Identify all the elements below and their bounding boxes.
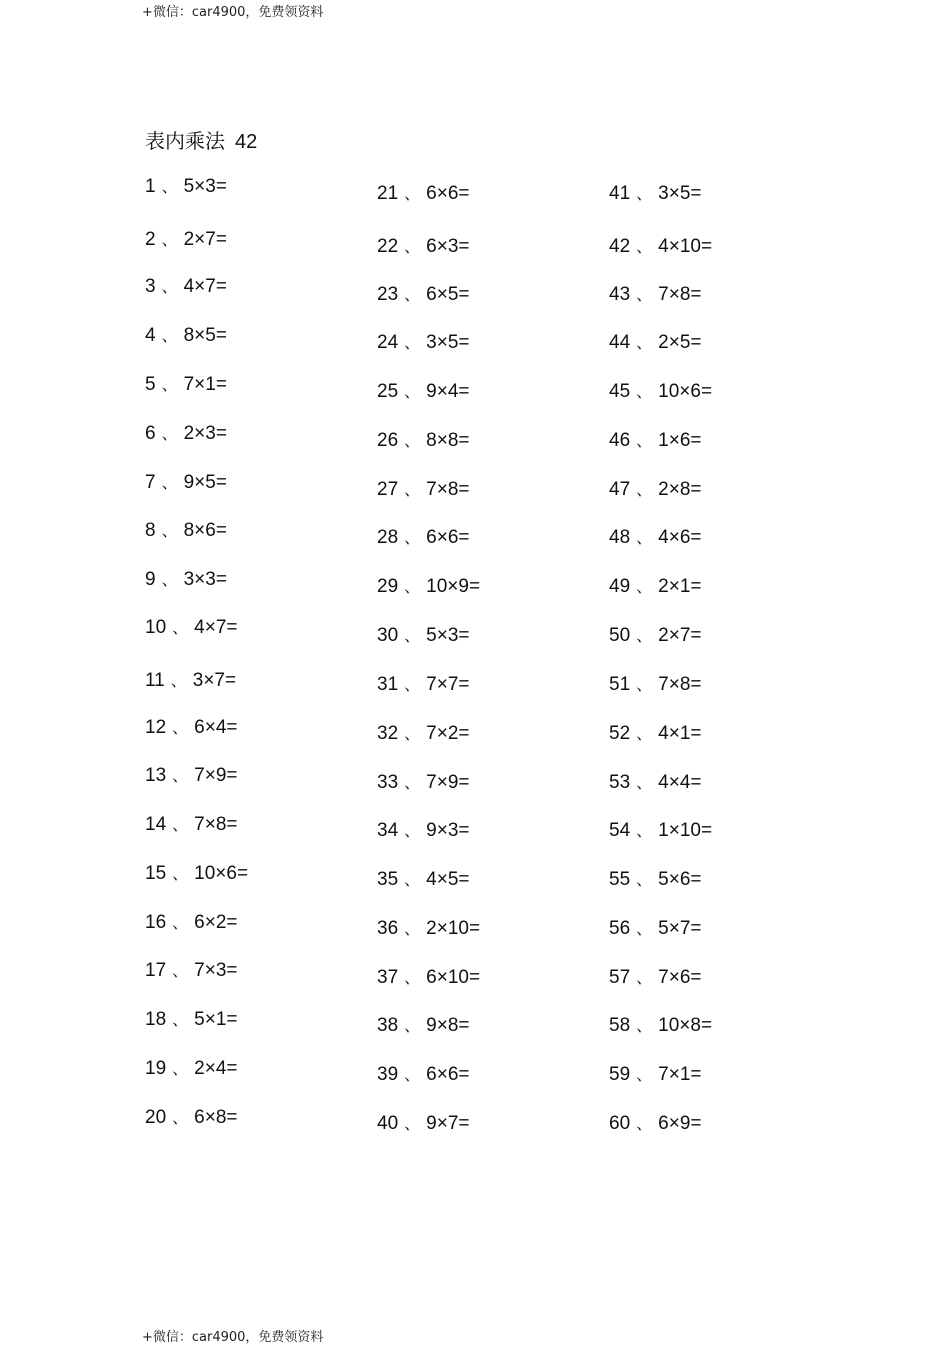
problem-expression: 2×10= — [426, 918, 481, 939]
problem-item — [377, 525, 469, 549]
problem-number: 46 — [609, 430, 631, 451]
problem-separator: 、 — [404, 237, 421, 256]
problem-item — [145, 615, 237, 639]
problem-number: 35 — [377, 869, 399, 890]
problem-expression: 9×8= — [426, 1015, 470, 1036]
problem-separator: 、 — [404, 675, 421, 694]
problem-separator: 、 — [404, 480, 421, 499]
problem-expression: 3×3= — [183, 569, 227, 590]
problem-item — [377, 379, 469, 403]
problem-expression: 5×7= — [658, 918, 702, 939]
problem-separator: 、 — [161, 570, 178, 589]
problem-number: 58 — [609, 1015, 631, 1036]
problem-number: 57 — [609, 967, 631, 988]
problem-number: 1 — [145, 176, 156, 197]
problem-expression: 7×7= — [426, 674, 470, 695]
problem-item — [609, 1111, 701, 1135]
problem-number: 2 — [145, 229, 156, 250]
problem-number: 30 — [377, 625, 399, 646]
problem-separator: 、 — [161, 521, 178, 540]
problem-item — [145, 861, 248, 885]
problem-expression: 1×10= — [658, 820, 713, 841]
problem-item — [609, 181, 701, 205]
problem-item — [145, 174, 227, 198]
problem-item — [145, 567, 227, 591]
problem-item — [609, 965, 701, 989]
problem-item — [145, 668, 236, 692]
problem-expression: 8×5= — [183, 325, 227, 346]
problem-number: 51 — [609, 674, 631, 695]
problem-item — [145, 421, 227, 445]
problem-expression: 4×4= — [658, 772, 702, 793]
problem-separator: 、 — [172, 718, 189, 737]
problem-separator: 、 — [161, 177, 178, 196]
problem-separator: 、 — [404, 382, 421, 401]
problem-item — [145, 763, 237, 787]
problem-expression: 3×5= — [658, 183, 702, 204]
problem-separator: 、 — [172, 1059, 189, 1078]
problem-expression: 9×3= — [426, 820, 470, 841]
problem-item — [377, 867, 469, 891]
problem-separator: 、 — [636, 528, 653, 547]
problem-item — [609, 428, 701, 452]
problem-expression: 2×3= — [183, 423, 227, 444]
problem-number: 24 — [377, 332, 399, 353]
problem-separator: 、 — [161, 473, 178, 492]
problem-item — [609, 867, 701, 891]
problem-separator: 、 — [404, 333, 421, 352]
problem-item — [377, 623, 469, 647]
problem-number: 45 — [609, 381, 631, 402]
problem-expression: 9×4= — [426, 381, 470, 402]
problem-number: 37 — [377, 967, 399, 988]
problem-expression: 6×9= — [658, 1113, 702, 1134]
problem-separator: 、 — [170, 671, 187, 690]
problem-separator: 、 — [636, 285, 653, 304]
problem-number: 19 — [145, 1058, 167, 1079]
problem-expression: 9×5= — [183, 472, 227, 493]
problem-number: 60 — [609, 1113, 631, 1134]
problem-item — [145, 1105, 237, 1129]
problem-item — [145, 958, 237, 982]
problem-expression: 4×5= — [426, 869, 470, 890]
problem-number: 21 — [377, 183, 399, 204]
problem-expression: 5×3= — [183, 176, 227, 197]
problem-expression: 7×8= — [426, 479, 470, 500]
problem-separator: 、 — [636, 1065, 653, 1084]
problem-number: 13 — [145, 765, 167, 786]
problem-separator: 、 — [404, 184, 421, 203]
problem-expression: 7×1= — [658, 1064, 702, 1085]
problem-number: 38 — [377, 1015, 399, 1036]
problem-expression: 5×6= — [658, 869, 702, 890]
problem-item — [377, 818, 469, 842]
problem-expression: 2×1= — [658, 576, 702, 597]
problem-expression: 2×8= — [658, 479, 702, 500]
problem-number: 9 — [145, 569, 156, 590]
problem-expression: 6×2= — [194, 912, 238, 933]
problem-separator: 、 — [404, 1114, 421, 1133]
problem-expression: 6×10= — [426, 967, 481, 988]
problem-number: 6 — [145, 423, 156, 444]
problem-separator: 、 — [172, 766, 189, 785]
problem-expression: 7×1= — [183, 374, 227, 395]
problem-separator: 、 — [636, 821, 653, 840]
problem-item — [377, 330, 469, 354]
problem-number: 43 — [609, 284, 631, 305]
problem-separator: 、 — [636, 431, 653, 450]
problem-separator: 、 — [636, 333, 653, 352]
problem-expression: 4×7= — [194, 617, 238, 638]
problem-separator: 、 — [404, 919, 421, 938]
problem-number: 11 — [145, 670, 165, 691]
problem-expression: 6×4= — [194, 717, 238, 738]
problem-separator: 、 — [172, 864, 189, 883]
problem-number: 12 — [145, 717, 167, 738]
problem-expression: 2×7= — [183, 229, 227, 250]
problem-separator: 、 — [404, 968, 421, 987]
problem-separator: 、 — [636, 1016, 653, 1035]
problem-number: 55 — [609, 869, 631, 890]
problem-separator: 、 — [172, 1108, 189, 1127]
problem-expression: 8×8= — [426, 430, 470, 451]
problem-separator: 、 — [172, 1010, 189, 1029]
problem-expression: 3×7= — [192, 670, 237, 691]
problem-expression: 7×9= — [426, 772, 470, 793]
watermark-bottom: +微信：car4900，免费领资料 — [142, 1330, 324, 1345]
problem-item — [145, 1056, 237, 1080]
problem-item — [377, 477, 469, 501]
problem-item — [145, 910, 237, 934]
problem-separator: 、 — [404, 577, 421, 596]
problem-item — [145, 227, 227, 251]
problem-item — [145, 274, 227, 298]
problem-item — [145, 715, 237, 739]
problem-expression: 5×3= — [426, 625, 470, 646]
problem-item — [145, 372, 227, 396]
title-text: 表内乘法 — [145, 129, 225, 153]
problem-separator: 、 — [172, 815, 189, 834]
problem-expression: 4×7= — [183, 276, 227, 297]
problem-number: 16 — [145, 912, 167, 933]
problem-separator: 、 — [404, 1065, 421, 1084]
problem-number: 50 — [609, 625, 631, 646]
problem-separator: 、 — [404, 773, 421, 792]
problem-separator: 、 — [172, 913, 189, 932]
problem-number: 27 — [377, 479, 399, 500]
problem-item — [609, 282, 701, 306]
problem-item — [609, 525, 701, 549]
problem-number: 47 — [609, 479, 631, 500]
problem-number: 22 — [377, 236, 399, 257]
problem-separator: 、 — [161, 375, 178, 394]
problem-number: 18 — [145, 1009, 167, 1030]
problem-number: 31 — [377, 674, 399, 695]
problem-separator: 、 — [404, 528, 421, 547]
problem-separator: 、 — [161, 326, 178, 345]
problem-number: 5 — [145, 374, 156, 395]
problem-expression: 6×6= — [426, 527, 470, 548]
problem-expression: 3×5= — [426, 332, 470, 353]
problem-expression: 7×3= — [194, 960, 238, 981]
problem-expression: 6×5= — [426, 284, 470, 305]
problem-separator: 、 — [636, 577, 653, 596]
problem-separator: 、 — [161, 277, 178, 296]
problem-separator: 、 — [636, 724, 653, 743]
problem-expression: 7×8= — [658, 284, 702, 305]
problem-expression: 4×10= — [658, 236, 713, 257]
problem-expression: 10×6= — [658, 381, 713, 402]
problem-separator: 、 — [404, 870, 421, 889]
problem-separator: 、 — [404, 431, 421, 450]
problem-number: 8 — [145, 520, 156, 541]
problem-expression: 7×8= — [194, 814, 238, 835]
problem-item — [145, 470, 227, 494]
problem-item — [609, 1013, 712, 1037]
problem-expression: 10×6= — [194, 863, 249, 884]
problem-expression: 2×4= — [194, 1058, 238, 1079]
problem-expression: 4×1= — [658, 723, 702, 744]
problem-item — [609, 234, 712, 258]
problem-separator: 、 — [172, 961, 189, 980]
problem-expression: 10×8= — [658, 1015, 713, 1036]
problem-item — [609, 379, 712, 403]
problem-expression: 2×7= — [658, 625, 702, 646]
problem-item — [377, 428, 469, 452]
problem-number: 20 — [145, 1107, 167, 1128]
problem-number: 54 — [609, 820, 631, 841]
problem-number: 48 — [609, 527, 631, 548]
problem-separator: 、 — [636, 480, 653, 499]
problem-number: 25 — [377, 381, 399, 402]
problem-expression: 6×8= — [194, 1107, 238, 1128]
problem-expression: 2×5= — [658, 332, 702, 353]
problem-separator: 、 — [404, 626, 421, 645]
problem-item — [609, 623, 701, 647]
problem-number: 26 — [377, 430, 399, 451]
problem-number: 17 — [145, 960, 167, 981]
problem-separator: 、 — [404, 724, 421, 743]
problem-separator: 、 — [172, 618, 189, 637]
problem-item — [377, 770, 469, 794]
problem-separator: 、 — [404, 1016, 421, 1035]
problem-expression: 4×6= — [658, 527, 702, 548]
problem-separator: 、 — [636, 382, 653, 401]
problem-separator: 、 — [636, 870, 653, 889]
problem-number: 28 — [377, 527, 399, 548]
problem-item — [145, 812, 237, 836]
problem-expression: 6×6= — [426, 1064, 470, 1085]
problem-item — [377, 672, 469, 696]
problem-number: 29 — [377, 576, 399, 597]
problem-item — [145, 1007, 237, 1031]
problem-expression: 10×9= — [426, 576, 481, 597]
problem-expression: 6×3= — [426, 236, 470, 257]
problem-number: 52 — [609, 723, 631, 744]
problem-item — [377, 1111, 469, 1135]
problem-separator: 、 — [404, 285, 421, 304]
problem-separator: 、 — [636, 626, 653, 645]
page-title — [145, 125, 257, 154]
problem-item — [377, 1062, 469, 1086]
problem-separator: 、 — [636, 773, 653, 792]
problem-item — [377, 721, 469, 745]
problem-number: 14 — [145, 814, 167, 835]
problem-item — [609, 672, 701, 696]
problem-separator: 、 — [636, 675, 653, 694]
problem-expression: 7×2= — [426, 723, 470, 744]
problem-number: 42 — [609, 236, 631, 257]
problem-expression: 7×9= — [194, 765, 238, 786]
problem-number: 3 — [145, 276, 156, 297]
problem-item — [609, 916, 701, 940]
problem-number: 7 — [145, 472, 156, 493]
problem-expression: 5×1= — [194, 1009, 238, 1030]
watermark-top: +微信：car4900，免费领资料 — [142, 5, 324, 20]
problem-expression: 7×6= — [658, 967, 702, 988]
problem-number: 4 — [145, 325, 156, 346]
problem-number: 15 — [145, 863, 167, 884]
problem-number: 53 — [609, 772, 631, 793]
problem-separator: 、 — [636, 1114, 653, 1133]
problem-number: 49 — [609, 576, 631, 597]
problem-item — [145, 518, 227, 542]
problem-number: 36 — [377, 918, 399, 939]
problem-separator: 、 — [636, 237, 653, 256]
problem-number: 39 — [377, 1064, 399, 1085]
problem-item — [609, 1062, 701, 1086]
problem-item — [609, 477, 701, 501]
problem-separator: 、 — [404, 821, 421, 840]
problem-separator: 、 — [161, 230, 178, 249]
title-number: 42 — [235, 131, 258, 153]
problem-item — [377, 181, 469, 205]
problem-expression: 9×7= — [426, 1113, 470, 1134]
problem-number: 34 — [377, 820, 399, 841]
problem-item — [377, 282, 469, 306]
problem-item — [377, 234, 469, 258]
problem-item — [609, 330, 701, 354]
problem-separator: 、 — [636, 968, 653, 987]
problem-separator: 、 — [636, 919, 653, 938]
problem-expression: 7×8= — [658, 674, 702, 695]
problem-item — [377, 1013, 469, 1037]
problem-number: 44 — [609, 332, 631, 353]
problem-number: 10 — [145, 617, 167, 638]
problem-item — [377, 916, 480, 940]
problem-separator: 、 — [636, 184, 653, 203]
problem-number: 32 — [377, 723, 399, 744]
problem-number: 23 — [377, 284, 399, 305]
problem-expression: 6×6= — [426, 183, 470, 204]
problem-item — [609, 721, 701, 745]
problem-number: 56 — [609, 918, 631, 939]
problem-number: 33 — [377, 772, 399, 793]
problem-item — [377, 574, 480, 598]
problem-item — [609, 818, 712, 842]
problem-number: 40 — [377, 1113, 399, 1134]
problem-number: 41 — [609, 183, 631, 204]
problem-separator: 、 — [161, 424, 178, 443]
problem-item — [145, 323, 227, 347]
problem-expression: 1×6= — [658, 430, 702, 451]
problem-item — [609, 770, 701, 794]
problem-item — [609, 574, 701, 598]
problem-number: 59 — [609, 1064, 631, 1085]
problem-item — [377, 965, 480, 989]
problem-expression: 8×6= — [183, 520, 227, 541]
